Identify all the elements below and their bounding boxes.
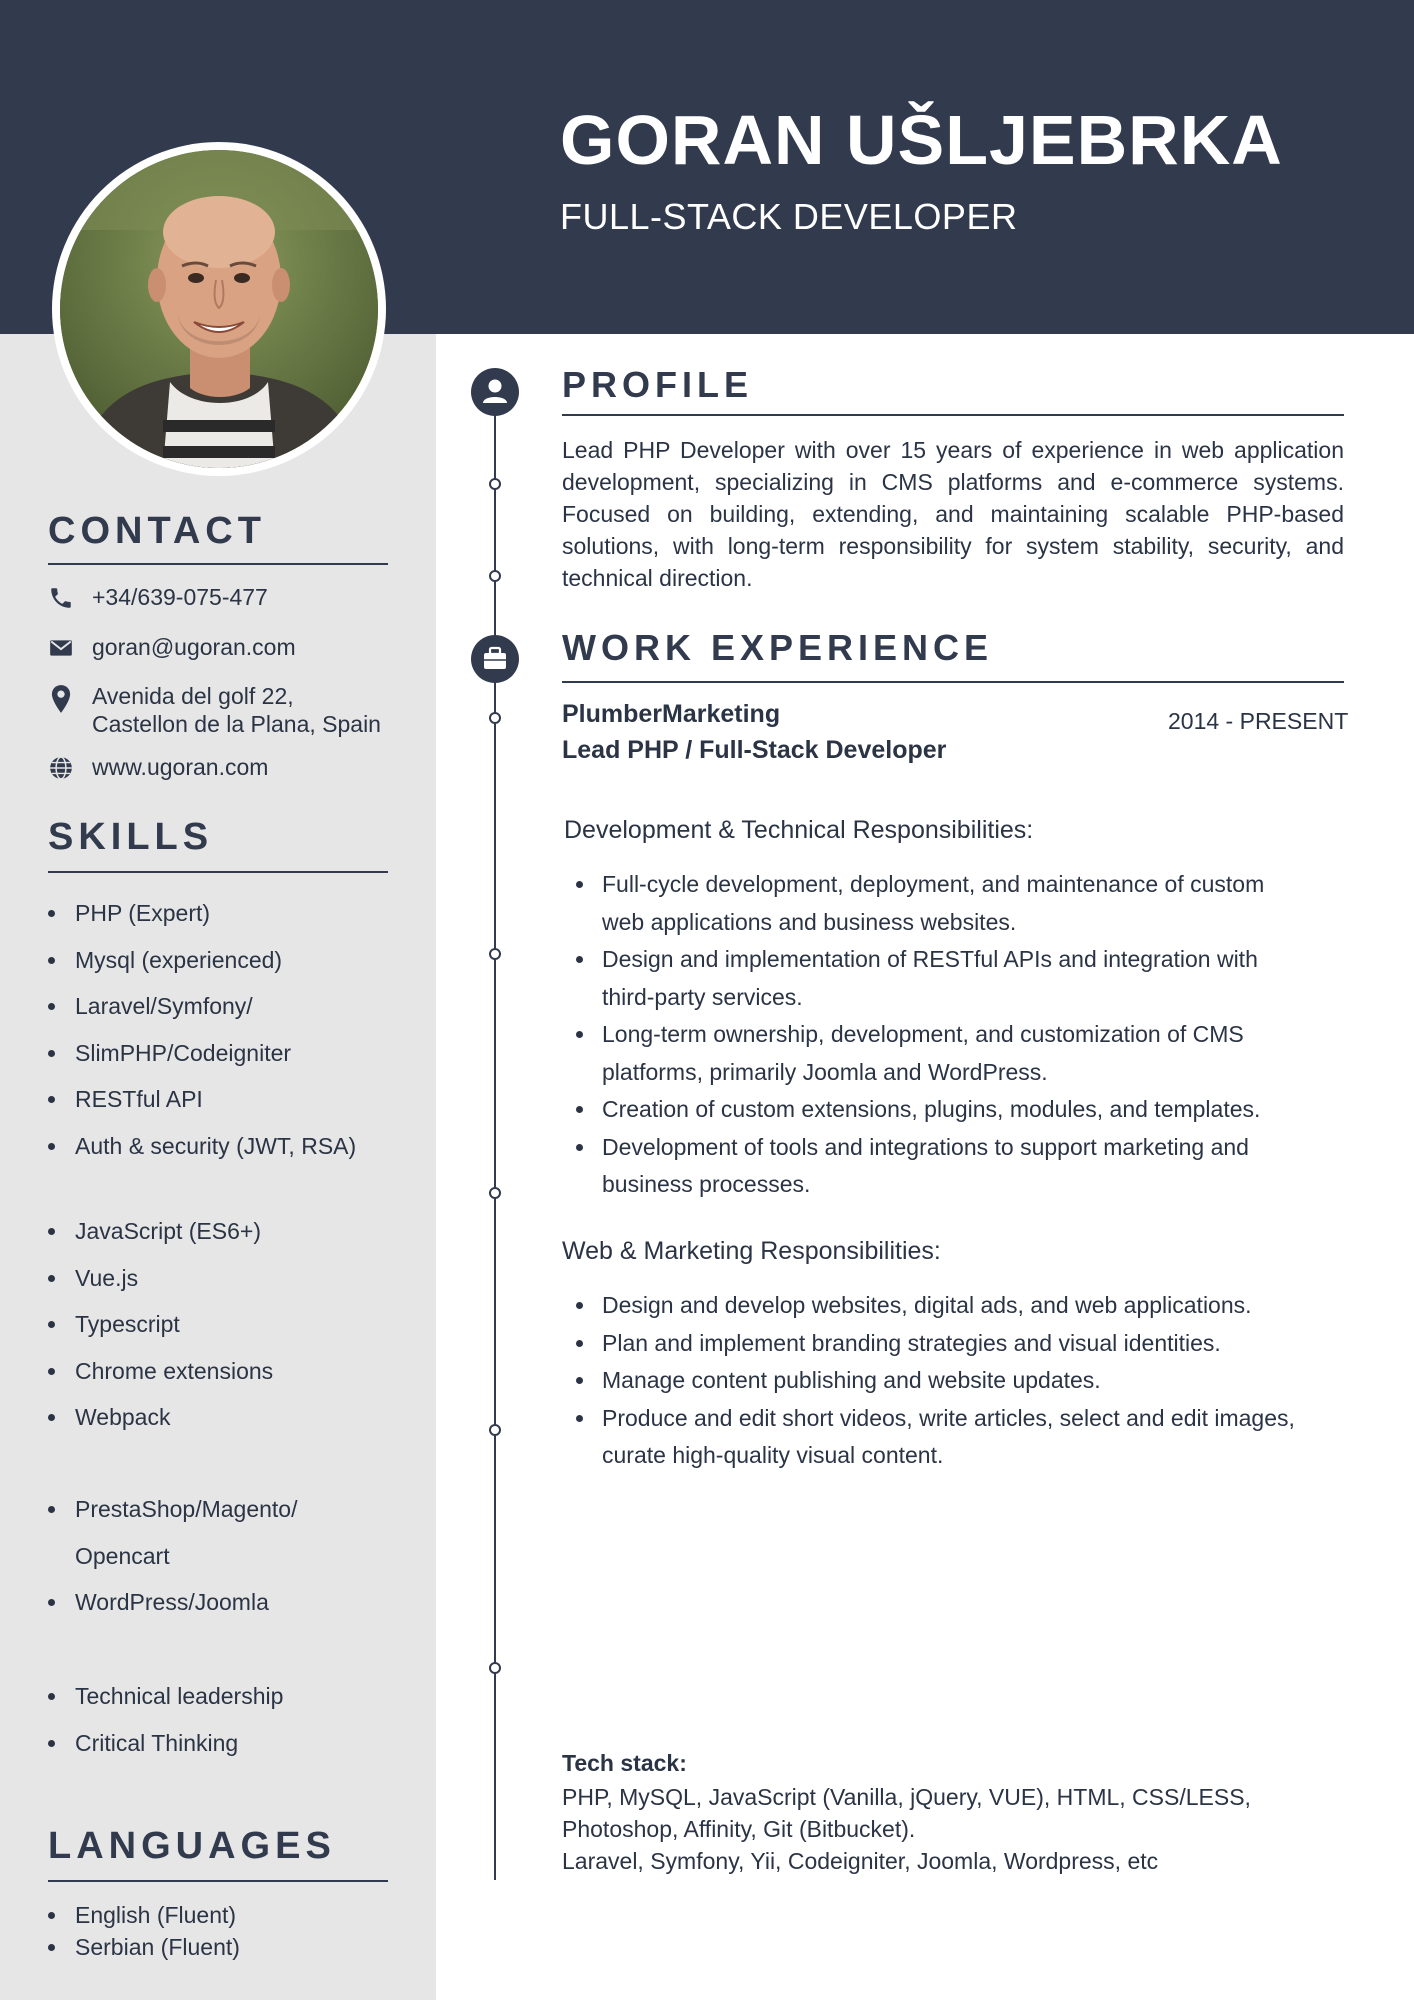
skills-heading: SKILLS: [48, 816, 214, 858]
responsibility-item: Full-cycle development, deployment, and maintenance of custom web applications and business websites.: [576, 866, 1264, 941]
dev-responsibilities-heading: Development & Technical Responsibilities:: [564, 816, 1034, 844]
skills-group-2: [48, 1208, 273, 1441]
skill-item: Chrome extensions: [48, 1348, 273, 1395]
skill-item: [48, 1486, 297, 1579]
skill-item: RESTful API: [48, 1076, 356, 1123]
responsibility-item: Design and develop websites, digital ads, and web applications.: [576, 1287, 1295, 1325]
location-pin-icon: [48, 684, 74, 710]
tech-stack-label: Tech stack:: [562, 1750, 687, 1776]
skill-item: Typescript: [48, 1301, 273, 1348]
responsibility-item: Design and implementation of RESTful APIs and integration with third-party services.: [576, 941, 1264, 1016]
languages-divider: [48, 1880, 388, 1882]
timeline-dot: [489, 1187, 501, 1199]
profile-divider: [562, 414, 1344, 416]
tech-stack-line: Laravel, Symfony, Yii, Codeigniter, Joomla, Wordpress, etc: [562, 1848, 1159, 1874]
skill-item: Auth & security (JWT, RSA): [48, 1123, 356, 1170]
website-link[interactable]: www.ugoran.com: [92, 754, 269, 780]
address-line-2: Castellon de la Plana, Spain: [92, 711, 381, 737]
contact-heading: CONTACT: [48, 510, 266, 552]
timeline-dot: [489, 712, 501, 724]
skill-item: Laravel/Symfony/: [48, 983, 356, 1030]
timeline-dot: [489, 948, 501, 960]
tech-stack-text: [562, 1781, 1251, 1877]
skill-item: Technical leadership: [48, 1673, 283, 1720]
web-responsibilities-list: [576, 1287, 1295, 1475]
skill-item-line-2: Opencart: [75, 1542, 170, 1569]
responsibility-item: Plan and implement branding strategies and visual identities.: [576, 1325, 1295, 1363]
job-role: Lead PHP / Full-Stack Developer: [562, 736, 947, 764]
languages-heading: LANGUAGES: [48, 1825, 336, 1867]
tech-stack-line: Photoshop, Affinity, Git (Bitbucket).: [562, 1816, 916, 1842]
languages-list: [48, 1899, 240, 1963]
profile-line: technical direction.: [562, 565, 753, 591]
profile-line: solutions, with long-term responsibility for system stability, security, and: [562, 533, 1344, 559]
profile-line: Lead PHP Developer with over 15 years of experience in web application: [562, 437, 1344, 463]
person-name: GORAN UŠLJEBRKA: [560, 101, 1283, 179]
skill-item-line-1: PrestaShop/Magento/: [75, 1496, 298, 1522]
phone-icon: [48, 585, 74, 611]
timeline-line: [494, 390, 496, 1880]
person-icon: [471, 368, 519, 416]
profile-line: Focused on building, extending, and maintaining scalable PHP-based: [562, 501, 1344, 527]
skill-item: PHP (Expert): [48, 890, 356, 937]
skill-item: SlimPHP/Codeigniter: [48, 1030, 356, 1077]
mail-icon: [48, 635, 74, 661]
language-item: English (Fluent): [48, 1899, 240, 1931]
skill-item: Critical Thinking: [48, 1720, 283, 1767]
skills-group-3: [48, 1486, 297, 1626]
profile-heading: PROFILE: [562, 364, 754, 405]
responsibility-item: Creation of custom extensions, plugins, modules, and templates.: [576, 1091, 1264, 1129]
email-link[interactable]: goran@ugoran.com: [92, 634, 296, 660]
skill-item: Mysql (experienced): [48, 937, 356, 984]
profile-line: development, specializing in CMS platforms and e-commerce systems.: [562, 469, 1344, 495]
phone-text: +34/639-075-477: [92, 584, 268, 610]
tech-stack-line: PHP, MySQL, JavaScript (Vanilla, jQuery, VUE), HTML, CSS/LESS,: [562, 1784, 1251, 1810]
profile-photo: [52, 142, 386, 476]
skill-item: WordPress/Joomla: [48, 1579, 297, 1626]
timeline-dot: [489, 1662, 501, 1674]
work-experience-divider: [562, 681, 1344, 683]
portrait-illustration: [60, 150, 378, 468]
address-line-1: Avenida del golf 22,: [92, 683, 294, 709]
skill-item: Webpack: [48, 1394, 273, 1441]
skill-item: JavaScript (ES6+): [48, 1208, 273, 1255]
briefcase-icon: [471, 635, 519, 683]
company-name: PlumberMarketing: [562, 700, 781, 728]
skills-group-1: [48, 890, 356, 1169]
timeline-dot: [489, 1424, 501, 1436]
responsibility-item: Development of tools and integrations to support marketing and business processes.: [576, 1129, 1264, 1204]
skill-item: Vue.js: [48, 1255, 273, 1302]
responsibility-item: Produce and edit short videos, write articles, select and edit images, curate high-quality visual content.: [576, 1400, 1295, 1475]
timeline-dot: [489, 478, 501, 490]
globe-icon: [48, 755, 74, 781]
profile-summary: [562, 434, 1344, 594]
skills-group-4: [48, 1673, 283, 1766]
responsibility-item: Manage content publishing and website updates.: [576, 1362, 1295, 1400]
job-title: FULL-STACK DEVELOPER: [560, 196, 1018, 237]
web-responsibilities-heading: Web & Marketing Responsibilities:: [562, 1237, 941, 1265]
job-dates: 2014 - PRESENT: [1168, 708, 1349, 734]
responsibility-item: Long-term ownership, development, and customization of CMS platforms, primarily Joomla and WordPress.: [576, 1016, 1264, 1091]
language-item: Serbian (Fluent): [48, 1931, 240, 1963]
dev-responsibilities-list: [576, 866, 1264, 1204]
timeline-dot: [489, 570, 501, 582]
contact-divider: [48, 563, 388, 565]
skills-divider: [48, 871, 388, 873]
profile-photo-image: [60, 150, 378, 468]
work-experience-heading: WORK EXPERIENCE: [562, 627, 994, 668]
